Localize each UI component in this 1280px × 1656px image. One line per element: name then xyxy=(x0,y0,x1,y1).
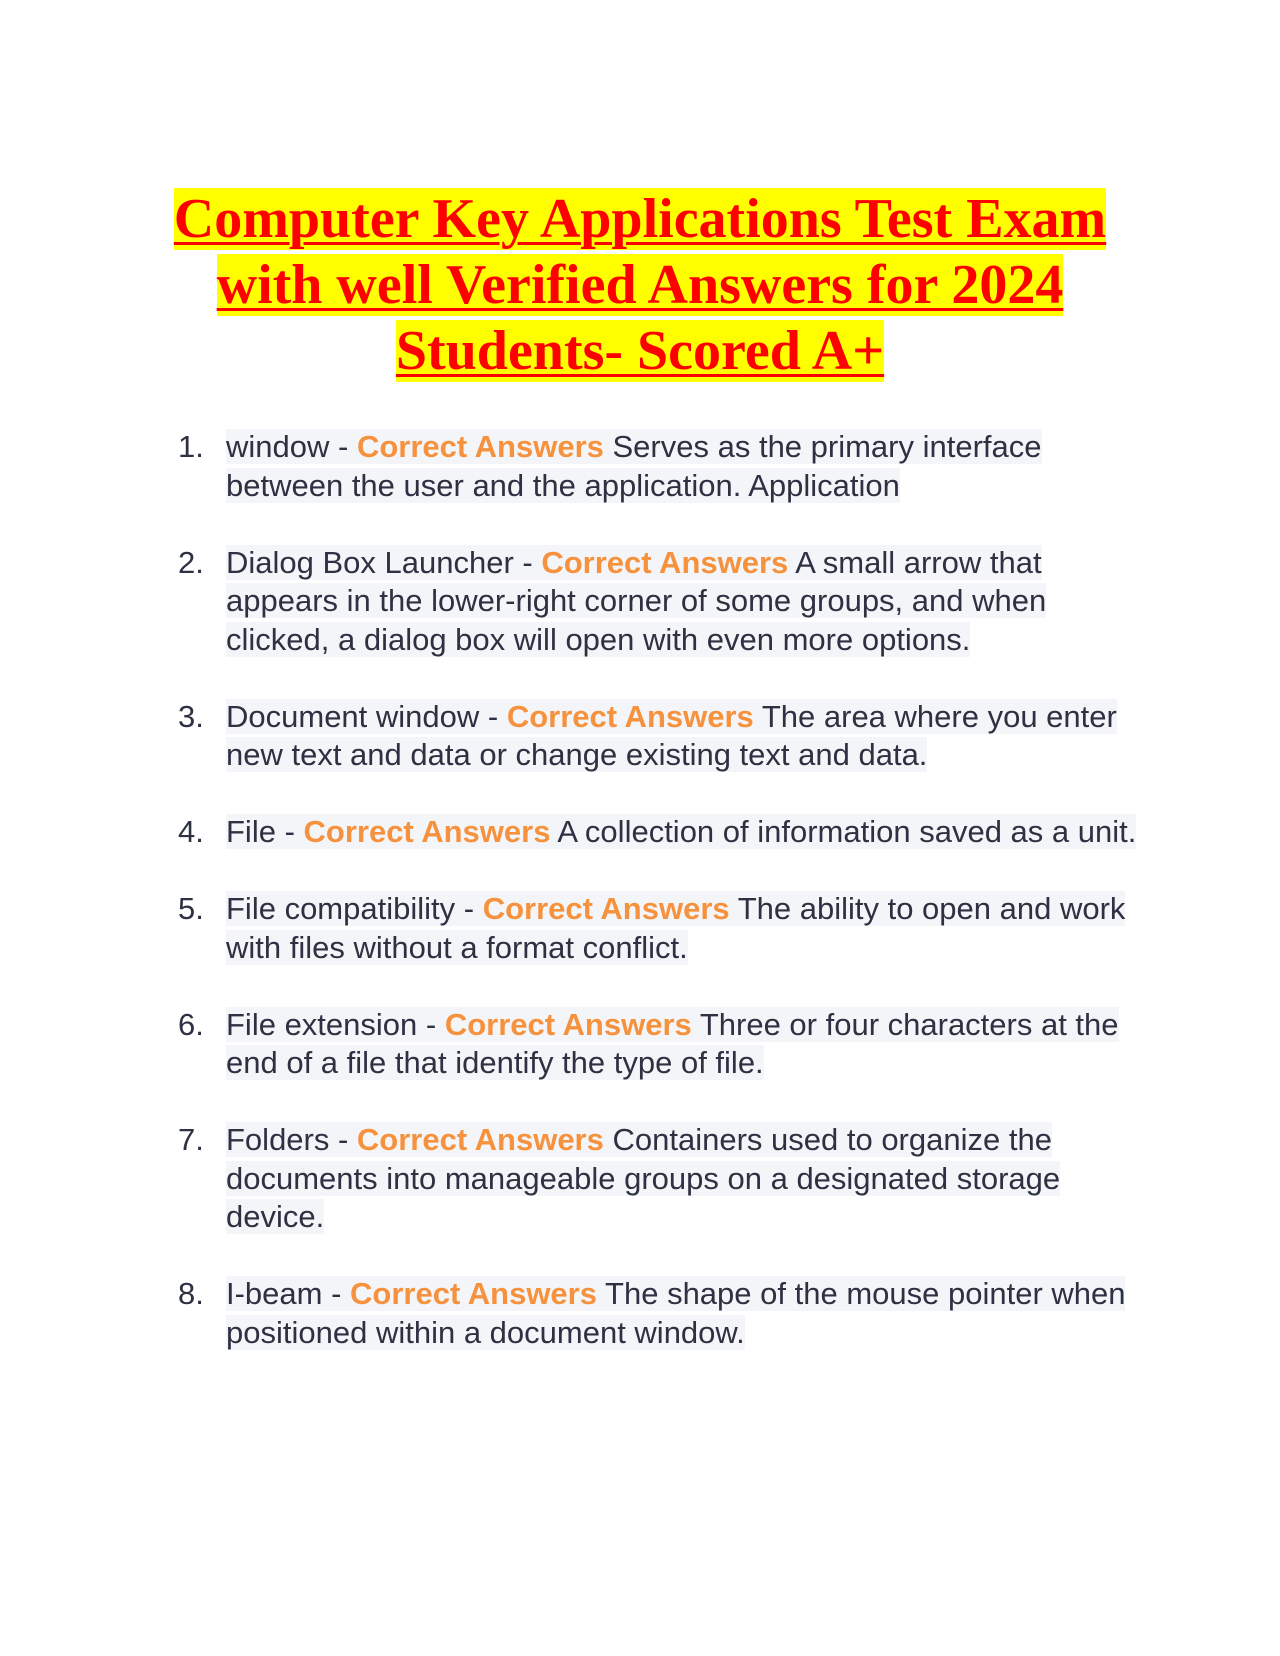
item-number: 4. xyxy=(178,814,204,849)
item-text xyxy=(226,1007,1119,1081)
item-term: window - xyxy=(226,429,357,464)
list-item xyxy=(178,428,1138,505)
item-definition: Serves as the primary interface between the user and the application. Application xyxy=(226,429,1042,503)
item-term: File - xyxy=(226,814,304,849)
item-number: 3. xyxy=(178,698,204,734)
correct-answers-label: Correct Answers xyxy=(356,1122,604,1157)
item-number: 7. xyxy=(178,1122,204,1157)
item-definition: Containers used to organize the documents into manageable groups on a designated storage device. xyxy=(226,1122,1061,1234)
item-definition: The shape of the mouse pointer when positioned within a document window. xyxy=(226,1276,1126,1350)
item-definition: The area where you enter new text and data or change existing text and data. xyxy=(226,698,1117,772)
list-item xyxy=(178,698,1138,775)
list-item xyxy=(178,813,1138,852)
item-term: File extension - xyxy=(226,1006,445,1042)
item-definition: A small arrow that appears in the lower-right corner of some groups, and when clicked, a dialog box will open with even more options. xyxy=(226,544,1047,657)
item-text xyxy=(226,545,1046,657)
item-term: Dialog Box Launcher - xyxy=(226,544,542,580)
correct-answers-label: Correct Answers xyxy=(350,1276,597,1311)
list-item xyxy=(178,1275,1138,1352)
item-text xyxy=(226,1122,1060,1234)
correct-answers-label: Correct Answers xyxy=(444,1006,692,1042)
item-definition: The ability to open and work with files without a format conflict. xyxy=(226,891,1126,965)
item-number: 1. xyxy=(178,429,204,464)
correct-answers-label: Correct Answers xyxy=(303,814,551,849)
item-text xyxy=(226,1276,1125,1350)
qa-list xyxy=(178,428,1138,1391)
correct-answers-label: Correct Answers xyxy=(356,429,604,464)
item-definition: A collection of information saved as a unit. xyxy=(550,814,1137,849)
item-number: 6. xyxy=(178,1006,204,1042)
item-text xyxy=(226,699,1117,773)
correct-answers-label: Correct Answers xyxy=(506,698,754,734)
item-number: 5. xyxy=(178,891,204,926)
title-line-1: Computer Key Applications Test Exam xyxy=(173,188,1107,250)
correct-answers-label: Correct Answers xyxy=(541,544,789,580)
list-item xyxy=(178,1006,1138,1083)
item-number: 2. xyxy=(178,544,204,580)
correct-answers-label: Correct Answers xyxy=(482,891,730,926)
item-definition: Three or four characters at the end of a file that identify the type of file. xyxy=(226,1006,1119,1080)
item-term: File compatibility - xyxy=(226,891,483,926)
title-line-3: Students- Scored A+ xyxy=(395,320,885,382)
title-line-2: with well Verified Answers for 2024 xyxy=(216,254,1064,316)
document-title xyxy=(130,186,1150,384)
list-item xyxy=(178,890,1138,967)
item-term: Document window - xyxy=(226,698,507,734)
list-item xyxy=(178,544,1138,660)
item-number: 8. xyxy=(178,1276,204,1311)
item-term: I-beam - xyxy=(226,1276,351,1311)
item-term: Folders - xyxy=(226,1122,357,1157)
list-item xyxy=(178,1121,1138,1237)
item-text xyxy=(226,814,1136,849)
item-text xyxy=(226,891,1125,965)
item-text xyxy=(226,429,1042,503)
